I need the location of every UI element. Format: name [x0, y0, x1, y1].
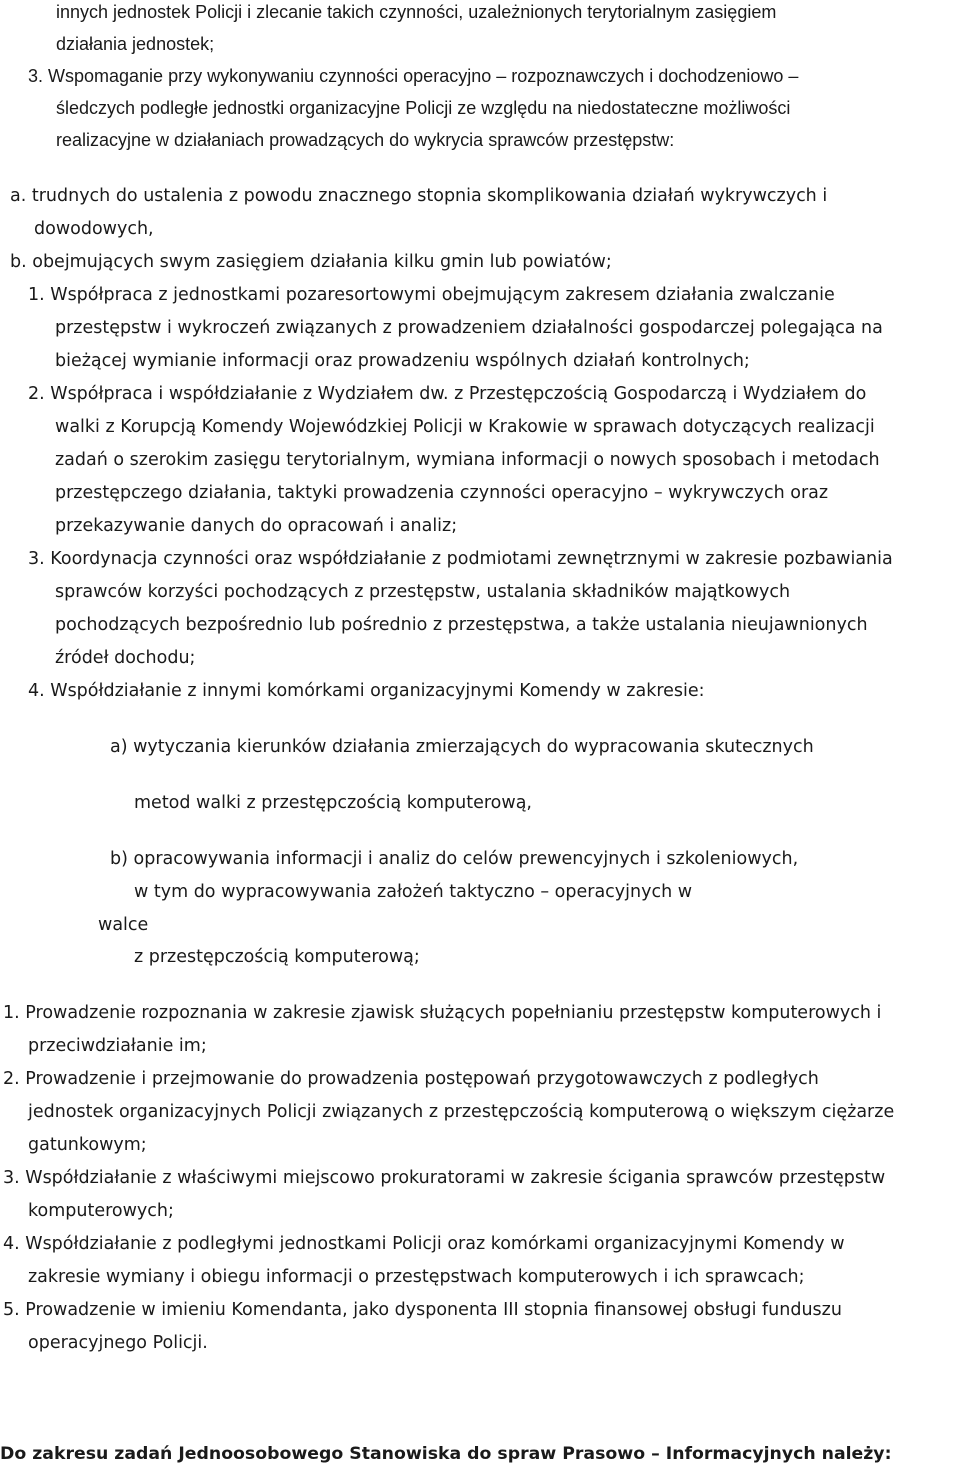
text-line: z przestępczością komputerową; — [134, 947, 420, 967]
text-line: źródeł dochodu; — [55, 648, 196, 668]
text-line: dowodowych, — [34, 219, 154, 239]
text-line: 4. Współdziałanie z podległymi jednostkami Policji oraz komórkami organizacyjnymi Komendy w — [3, 1234, 845, 1254]
text-line: komputerowych; — [28, 1201, 174, 1221]
text-line: 4. Współdziałanie z innymi komórkami organizacyjnymi Komendy w zakresie: — [28, 681, 705, 701]
text-line: przestępstw i wykroczeń związanych z prowadzeniem działalności gospodarczej polegająca na — [55, 318, 883, 338]
text-line: 1. Prowadzenie rozpoznania w zakresie zjawisk służących popełnianiu przestępstw komputerowych i — [3, 1003, 882, 1023]
text-line: b. obejmujących swym zasięgiem działania kilku gmin lub powiatów; — [10, 252, 612, 272]
text-line: przekazywanie danych do opracowań i analiz; — [55, 516, 458, 536]
text-line: innych jednostek Policji i zlecanie takich czynności, uzależnionych terytorialnym zasięgiem — [56, 2, 777, 22]
text-line: operacyjnego Policji. — [28, 1333, 208, 1353]
text-line: sprawców korzyści pochodzących z przestępstw, ustalania składników majątkowych — [55, 582, 791, 602]
text-line: zakresie wymiany i obiegu informacji o przestępstwach komputerowych i ich sprawcach; — [28, 1267, 805, 1287]
text-line: walce — [98, 915, 149, 935]
text-line: 2. Współpraca i współdziałanie z Wydziałem dw. z Przestępczością Gospodarczą i Wydziałem do — [28, 384, 867, 404]
text-line: 2. Prowadzenie i przejmowanie do prowadzenia postępowań przygotowawczych z podległych — [3, 1069, 819, 1089]
text-line: b) opracowywania informacji i analiz do celów prewencyjnych i szkoleniowych, — [110, 849, 799, 869]
section-heading: Do zakresu zadań Jednoosobowego Stanowiska do spraw Prasowo – Informacyjnych należy: — [0, 1444, 892, 1464]
text-line: gatunkowym; — [28, 1135, 147, 1155]
text-line: pochodzących bezpośrednio lub pośrednio z przestępstwa, a także ustalania nieujawnionych — [55, 615, 868, 635]
text-line: walki z Korupcją Komendy Wojewódzkiej Policji w Krakowie w sprawach dotyczących realizacji — [55, 417, 875, 437]
text-line: działania jednostek; — [56, 34, 215, 54]
text-line: w tym do wypracowywania założeń taktyczno – operacyjnych w — [134, 882, 693, 902]
text-line: 1. Współpraca z jednostkami pozaresortowymi obejmującym zakresem działania zwalczanie — [28, 285, 835, 305]
text-line: śledczych podległe jednostki organizacyjne Policji ze względu na niedostateczne możliwości — [56, 98, 791, 118]
text-line: przeciwdziałanie im; — [28, 1036, 207, 1056]
text-line: bieżącej wymianie informacji oraz prowadzeniu wspólnych działań kontrolnych; — [55, 351, 750, 371]
text-line: 3. Koordynacja czynności oraz współdziałanie z podmiotami zewnętrznymi w zakresie pozbawiania — [28, 549, 893, 569]
text-line: 3. Wspomaganie przy wykonywaniu czynności operacyjno – rozpoznawczych i dochodzeniowo – — [28, 66, 799, 86]
text-line: a. trudnych do ustalenia z powodu znacznego stopnia skomplikowania działań wykrywczych i — [10, 186, 828, 206]
text-line: 5. Prowadzenie w imieniu Komendanta, jako dysponenta III stopnia finansowej obsługi funduszu — [3, 1300, 842, 1320]
text-line: jednostek organizacyjnych Policji związanych z przestępczością komputerową o większym ciężarze — [28, 1102, 895, 1122]
text-line: przestępczego działania, taktyki prowadzenia czynności operacyjno – wykrywczych oraz — [55, 483, 829, 503]
text-line: metod walki z przestępczością komputerową, — [134, 793, 532, 813]
text-line: 3. Współdziałanie z właściwymi miejscowo prokuratorami w zakresie ścigania sprawców przestępstw — [3, 1168, 886, 1188]
text-line: realizacyjne w działaniach prowadzących do wykrycia sprawców przestępstw: — [56, 130, 675, 150]
text-line: zadań o szerokim zasięgu terytorialnym, wymiana informacji o nowych sposobach i metodach — [55, 450, 880, 470]
text-line: a) wytyczania kierunków działania zmierzających do wypracowania skutecznych — [110, 737, 814, 757]
